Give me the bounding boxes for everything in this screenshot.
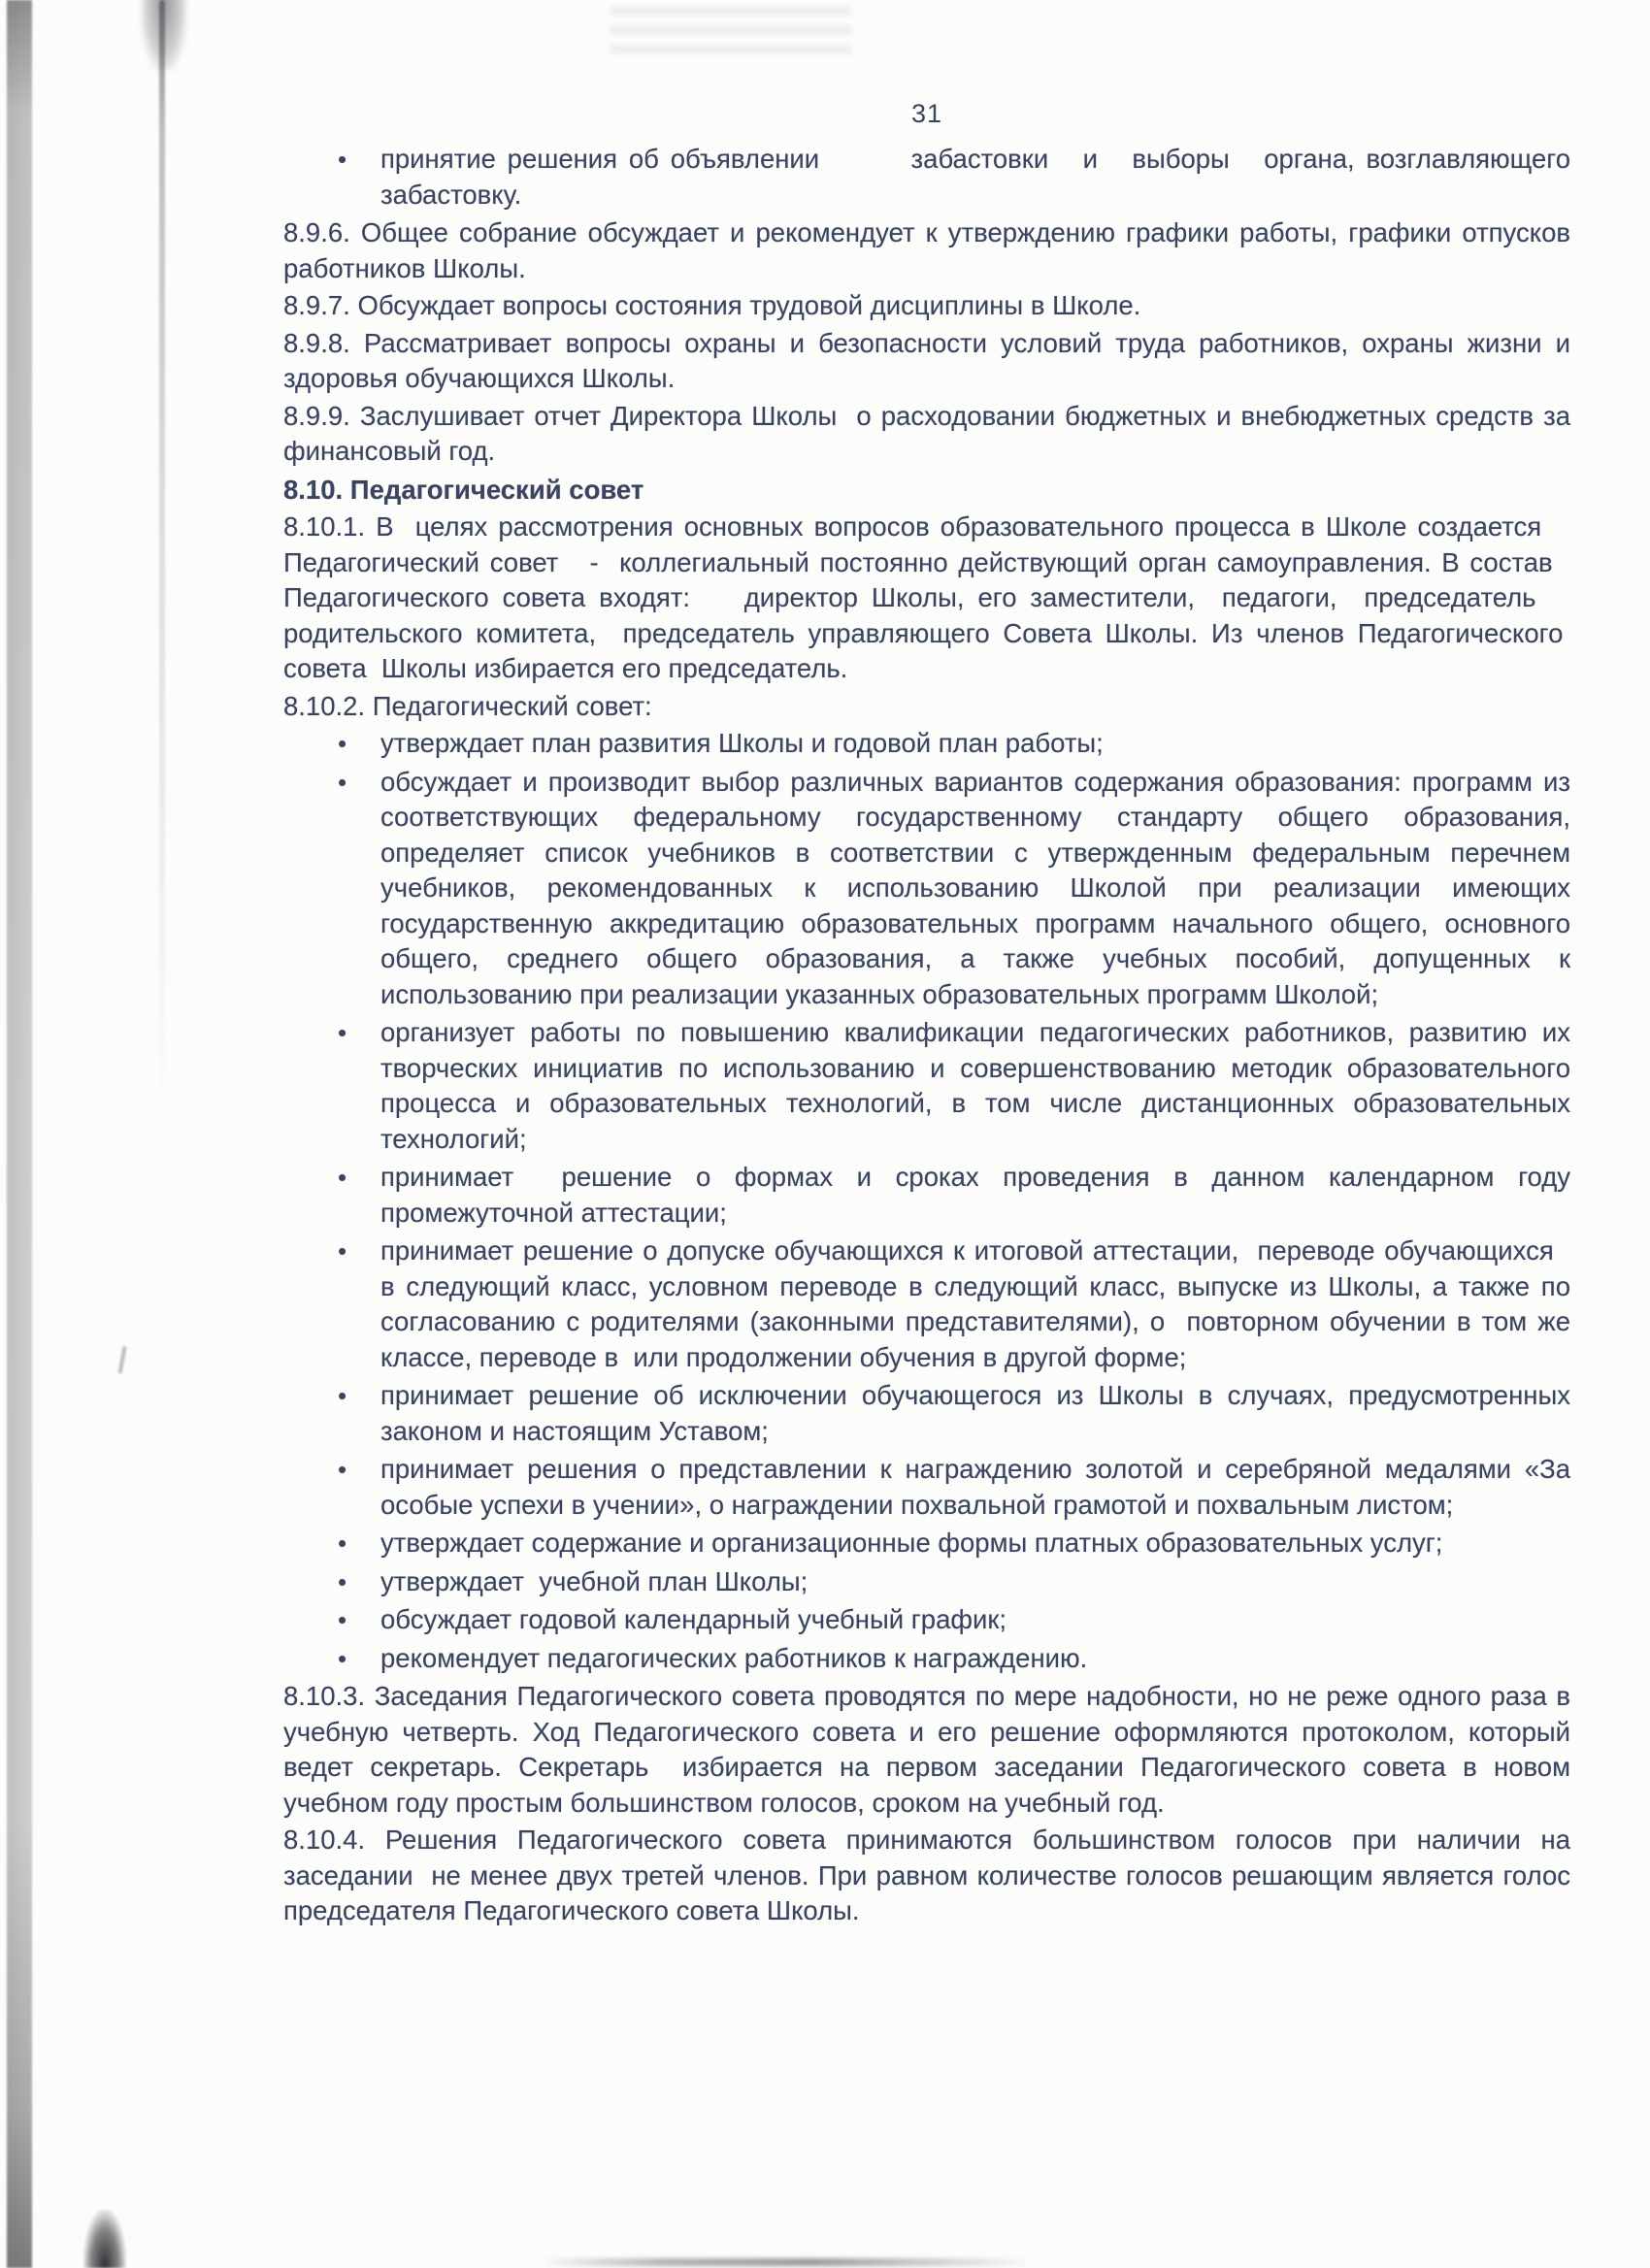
bullet-text: утверждает содержание и организационные формы платных образовательных услуг; [380, 1528, 1443, 1558]
bullet-item [283, 1233, 1570, 1375]
bullet-item [283, 1641, 1570, 1677]
page-number: 31 [910, 99, 943, 128]
bullet-marker: • [338, 1163, 347, 1192]
bullet-item [283, 1526, 1570, 1561]
scan-bleedthrough-mark [610, 6, 852, 62]
bullet-text: рекомендует педагогических работников к награждению. [380, 1642, 1088, 1673]
bullet-text: принятие решения об объявлении забастовки и выборы органа, возглавляющего забастовку. [380, 144, 1570, 210]
bullet-text: принимает решение о формах и сроках проведения в данном календарном году промежуточной аттестации; [380, 1162, 1570, 1228]
bullet-marker: • [338, 1455, 347, 1484]
paragraph: 8.9.9. Заслушивает отчет Директора Школы о расходовании бюджетных и внебюджетных средств за финансовый год. [283, 400, 1570, 466]
bullet-text: принимает решение об исключении обучающегося из Школы в случаях, предусмотренных законом и настоящим Уставом; [380, 1380, 1570, 1446]
bullet-item [283, 765, 1570, 1013]
scan-bottom-smudge [539, 2258, 1034, 2266]
bullet-marker: • [338, 1566, 347, 1596]
bullet-marker: • [338, 1528, 347, 1558]
bullet-marker: • [338, 1643, 347, 1673]
bullet-item [283, 1564, 1570, 1600]
bullet-item [283, 1602, 1570, 1638]
bullet-marker: • [338, 1605, 347, 1634]
bullet-text: утверждает учебной план Школы; [380, 1565, 808, 1596]
scan-binding-shadow [7, 0, 32, 2268]
paragraph: 8.10.3. Заседания Педагогического совета проводятся по мере надобности, но не реже одного раза в учебную четверть. Ход Педагогического совета и его решение оформляются протоколом, который ведет секретарь. Секретарь избирается на первом заседании Педагогического совета в новом учебном году простым большинством голосов, сроком на учебный год. [283, 1681, 1570, 1818]
scan-fold-line [159, 0, 165, 1116]
bullet-item [283, 1160, 1570, 1231]
paragraph: 8.10.2. Педагогический совет: [283, 690, 652, 721]
bullet-marker: • [338, 145, 347, 174]
scan-left-margin-mark [118, 1346, 137, 1375]
paragraph: 8.10.4. Решения Педагогического совета принимаются большинством голосов при наличии на заседании не менее двух третей членов. При равном количестве голосов решающим является голос председателя Педагогического совета Школы. [283, 1824, 1570, 1925]
bullet-text: обсуждает и производит выбор различных вариантов содержания образования: программ из соответствующих федеральному государственному стандарту общего образования, определяет список учебников в соответствии с утвержденным федеральным перечнем учебников, рекомендованных к использованию Школой при реализации имеющих государственную аккредитацию образовательных программ начального общего, основного общего, среднего общего образования, а также учебных пособий, допущенных к использованию при реализации указанных образовательных программ Школой; [380, 766, 1570, 1009]
bullet-marker: • [338, 1381, 347, 1410]
bullet-item [283, 726, 1570, 762]
bullet-marker: • [338, 729, 347, 758]
paragraph: 8.9.6. Общее собрание обсуждает и рекомендует к утверждению графики работы, графики отпусков работников Школы. [283, 217, 1570, 283]
bullet-item [283, 1452, 1570, 1523]
bullet-marker: • [338, 767, 347, 797]
bullet-item [283, 1378, 1570, 1449]
document-text [283, 142, 1570, 1931]
bullet-marker: • [338, 1018, 347, 1047]
bullet-marker: • [338, 1236, 347, 1265]
bullet-text: принимает решения о представлении к награждению золотой и серебряной медалями «За особые успехи в учении», о награждении похвальной грамотой и похвальным листом; [380, 1454, 1570, 1520]
bullet-item [283, 142, 1570, 213]
bullet-text: обсуждает годовой календарный учебный график; [380, 1604, 1007, 1634]
section-heading: 8.10. Педагогический совет [283, 474, 644, 505]
scan-bottom-left-blot [83, 2210, 126, 2268]
paragraph: 8.9.7. Обсуждает вопросы состояния трудовой дисциплины в Школе. [283, 290, 1141, 320]
bullet-text: организует работы по повышению квалификации педагогических работников, развитию их творческих инициатив по использованию и совершенствованию методик образовательного процесса и образовательных технологий, в том числе дистанционных образовательных технологий; [380, 1017, 1570, 1154]
bullet-text: принимает решение о допуске обучающихся к итоговой аттестации, переводе обучающихся в следующий класс, условном переводе в следующий класс, выпуске из Школы, а также по согласованию с родителями (законными представителями), о повторном обучении в том же классе, переводе в или продолжении обучения в другой форме; [380, 1235, 1570, 1372]
paragraph: 8.9.8. Рассматривает вопросы охраны и безопасности условий труда работников, охраны жизни и здоровья обучающихся Школы. [283, 327, 1570, 393]
bullet-item [283, 1015, 1570, 1157]
bullet-text: утверждает план развития Школы и годовой план работы; [380, 728, 1104, 758]
paragraph: 8.10.1. В целях рассмотрения основных вопросов образовательного процесса в Школе создается Педагогический совет - коллегиальный постоянно действующий орган самоуправления. В состав Педагогического совета входят: директор Школы, его заместители, педагоги, председатель родительского комитета, председатель управляющего Совета Школы. Из членов Педагогического совета Школы избирается его председатель. [283, 511, 1570, 683]
scan-fold-shadow-top [142, 0, 186, 70]
